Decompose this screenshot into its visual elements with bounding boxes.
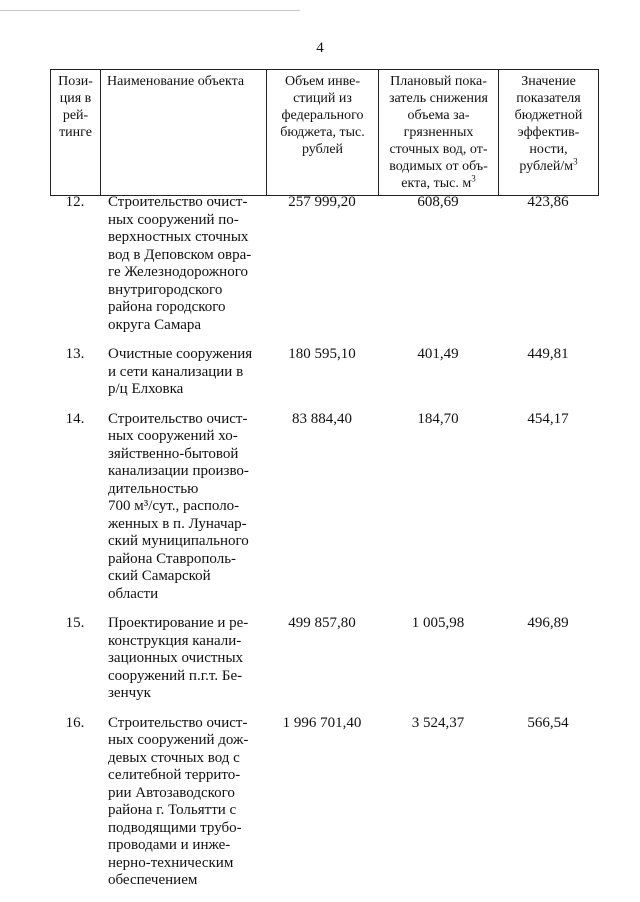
cell-position: 12. — [65, 194, 85, 210]
cell-name: Строительство очист- ных сооружений дож- девых сточных вод с селитебной террито- рии Автозаводского района г. Тольятти с подводящими трубо- проводами и инже- нерно-техническим обеспечением — [108, 714, 249, 888]
cell-position: 16. — [65, 714, 85, 731]
header-name — [101, 70, 267, 196]
page-number: 4 — [316, 40, 324, 56]
cell-efficiency: 496,89 — [527, 615, 569, 631]
cell-investment: 180 595,10 — [288, 346, 356, 362]
cell-investment: 1 996 701,40 — [282, 714, 362, 731]
cell-efficiency: 423,86 — [527, 194, 569, 210]
cell-position: 14. — [65, 410, 85, 427]
cell-investment: 499 857,80 — [288, 615, 356, 631]
table-row — [50, 715, 598, 902]
header-efficiency-text: Значение показателя бюджетной эффектив- ности, рублей/м — [514, 74, 583, 174]
header-position-text: Пози- ция в рей- тинге — [58, 74, 93, 140]
table-row — [50, 346, 598, 411]
cell-name: Строительство очист- ных сооружений по- верхностных сточных вод в Деповском овра- ге Железнодорожного внутригородского района городского округа Самара — [108, 194, 252, 333]
header-reduction — [379, 70, 499, 196]
cell-efficiency: 454,17 — [527, 410, 569, 427]
unit-superscript: 3 — [471, 173, 476, 184]
table-header — [50, 69, 599, 196]
header-reduction-text: Плановый пока- затель снижения объема за- грязненных сточных вод, от- водимых от объ- екта, тыс. м — [389, 74, 488, 191]
table-row — [50, 194, 598, 346]
header-name-text: Наименование объекта — [107, 74, 245, 89]
table-body — [50, 194, 598, 902]
cell-name: Строительство очист- ных сооружений хо- зяйственно-бытовой канализации произво- дительностью 700 м³/сут., располо- женных в п. Луначар- ский муниципального района Ставрополь- ский Самарской области — [108, 410, 249, 602]
cell-investment: 83 884,40 — [292, 410, 352, 427]
unit-superscript: 3 — [573, 156, 578, 167]
cell-position: 15. — [65, 615, 85, 631]
cell-efficiency: 566,54 — [527, 714, 569, 731]
cell-reduction: 3 524,37 — [411, 714, 465, 731]
header-position — [51, 70, 101, 196]
header-investment — [267, 70, 379, 196]
cell-name: Проектирование и ре- конструкция канали- зационных очистных сооружений п.г.т. Бе- зенчук — [108, 615, 249, 701]
header-investment-text: Объем инве- стиций из федерального бюджета, тыс. рублей — [280, 74, 365, 157]
top-rule — [0, 10, 300, 11]
cell-reduction: 401,49 — [417, 346, 459, 362]
table-row — [50, 615, 598, 715]
table-row — [50, 411, 598, 616]
cell-efficiency: 449,81 — [527, 346, 569, 362]
cell-reduction: 1 005,98 — [411, 615, 465, 631]
cell-reduction: 608,69 — [417, 194, 459, 210]
cell-reduction: 184,70 — [417, 410, 459, 427]
cell-name: Очистные сооружения и сети канализации в р/ц Елховка — [108, 346, 253, 397]
cell-investment: 257 999,20 — [288, 194, 356, 210]
header-row — [51, 70, 599, 196]
header-efficiency — [499, 70, 599, 196]
cell-position: 13. — [65, 346, 85, 362]
